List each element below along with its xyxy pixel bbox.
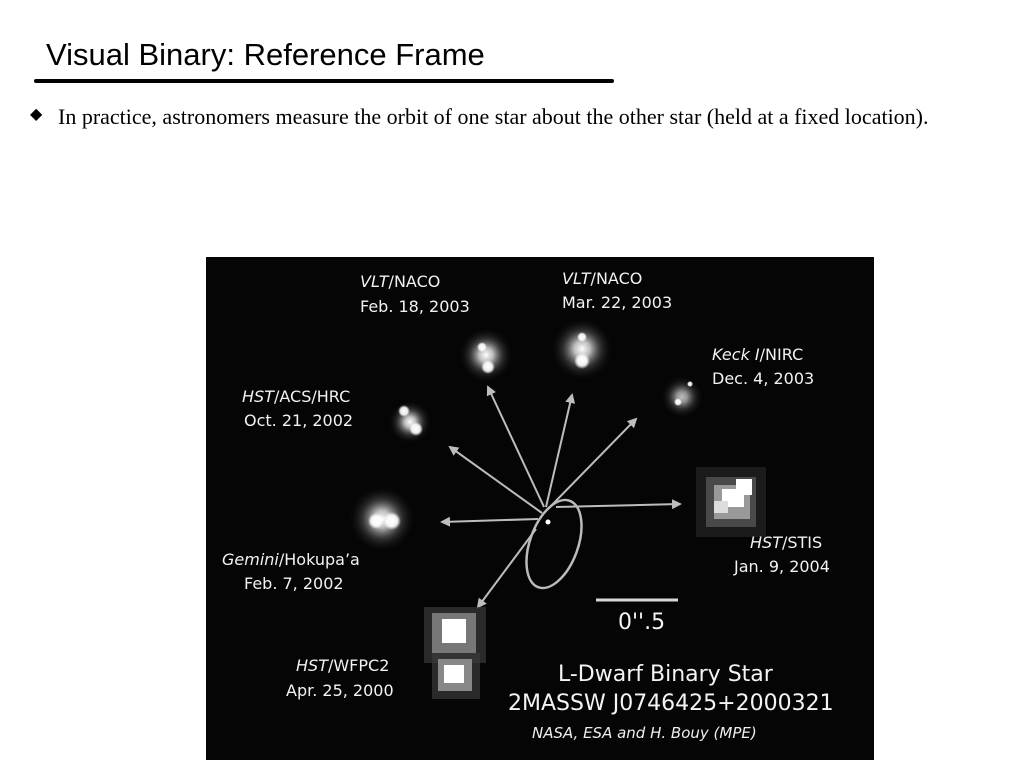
orbit-illustration [206, 257, 874, 760]
title-underline [34, 79, 614, 83]
label-dec-2003-date: Dec. 4, 2003 [712, 369, 815, 388]
label-feb-2003-instrument: VLT/NACO [360, 272, 441, 291]
scale-bar-label: 0''.5 [618, 610, 666, 635]
label-mar-2003-instrument: VLT/NACO [562, 269, 643, 288]
caption-designation: 2MASSW J0746425+2000321 [508, 691, 834, 716]
primary-star-dot [546, 520, 551, 525]
label-oct-2002-instrument: HST/ACS/HRC [242, 387, 351, 406]
bullet-text: In practice, astronomers measure the orbit of one star about the other star (held at a fixed location). [58, 104, 929, 129]
direction-arrows [442, 387, 680, 607]
pixelated-star-stis [696, 467, 766, 537]
arrow-oct-2002 [450, 447, 542, 513]
diamond-bullet-icon: ◆ [30, 104, 43, 123]
slide-title: Visual Binary: Reference Frame [46, 37, 485, 72]
label-mar-2003-date: Mar. 22, 2003 [562, 293, 673, 312]
pixelated-star-wfpc2 [424, 607, 486, 699]
orbit-ellipse [516, 493, 593, 596]
binary-orbit-image [206, 257, 874, 760]
label-feb-2002-date: Feb. 7, 2002 [244, 574, 344, 593]
label-jan-2004-instrument: HST/STIS [750, 533, 823, 552]
label-jan-2004-date: Jan. 9, 2004 [734, 557, 830, 576]
label-oct-2002-date: Oct. 21, 2002 [244, 411, 354, 430]
label-apr-2000-instrument: HST/WFPC2 [296, 656, 390, 675]
label-feb-2003-date: Feb. 18, 2003 [360, 297, 470, 316]
arrow-feb-2002 [442, 519, 538, 522]
arrow-dec-2003 [548, 419, 636, 509]
arrow-feb-2003 [488, 387, 544, 507]
label-feb-2002-instrument: Gemini/Hokupa’a [222, 550, 360, 569]
caption-credit: NASA, ESA and H. Bouy (MPE) [532, 724, 757, 742]
label-dec-2003-instrument: Keck I/NIRC [712, 345, 804, 364]
star-images [348, 317, 766, 699]
arrow-mar-2003 [546, 395, 572, 507]
label-apr-2000-date: Apr. 25, 2000 [286, 681, 394, 700]
caption-title: L-Dwarf Binary Star [558, 662, 773, 687]
